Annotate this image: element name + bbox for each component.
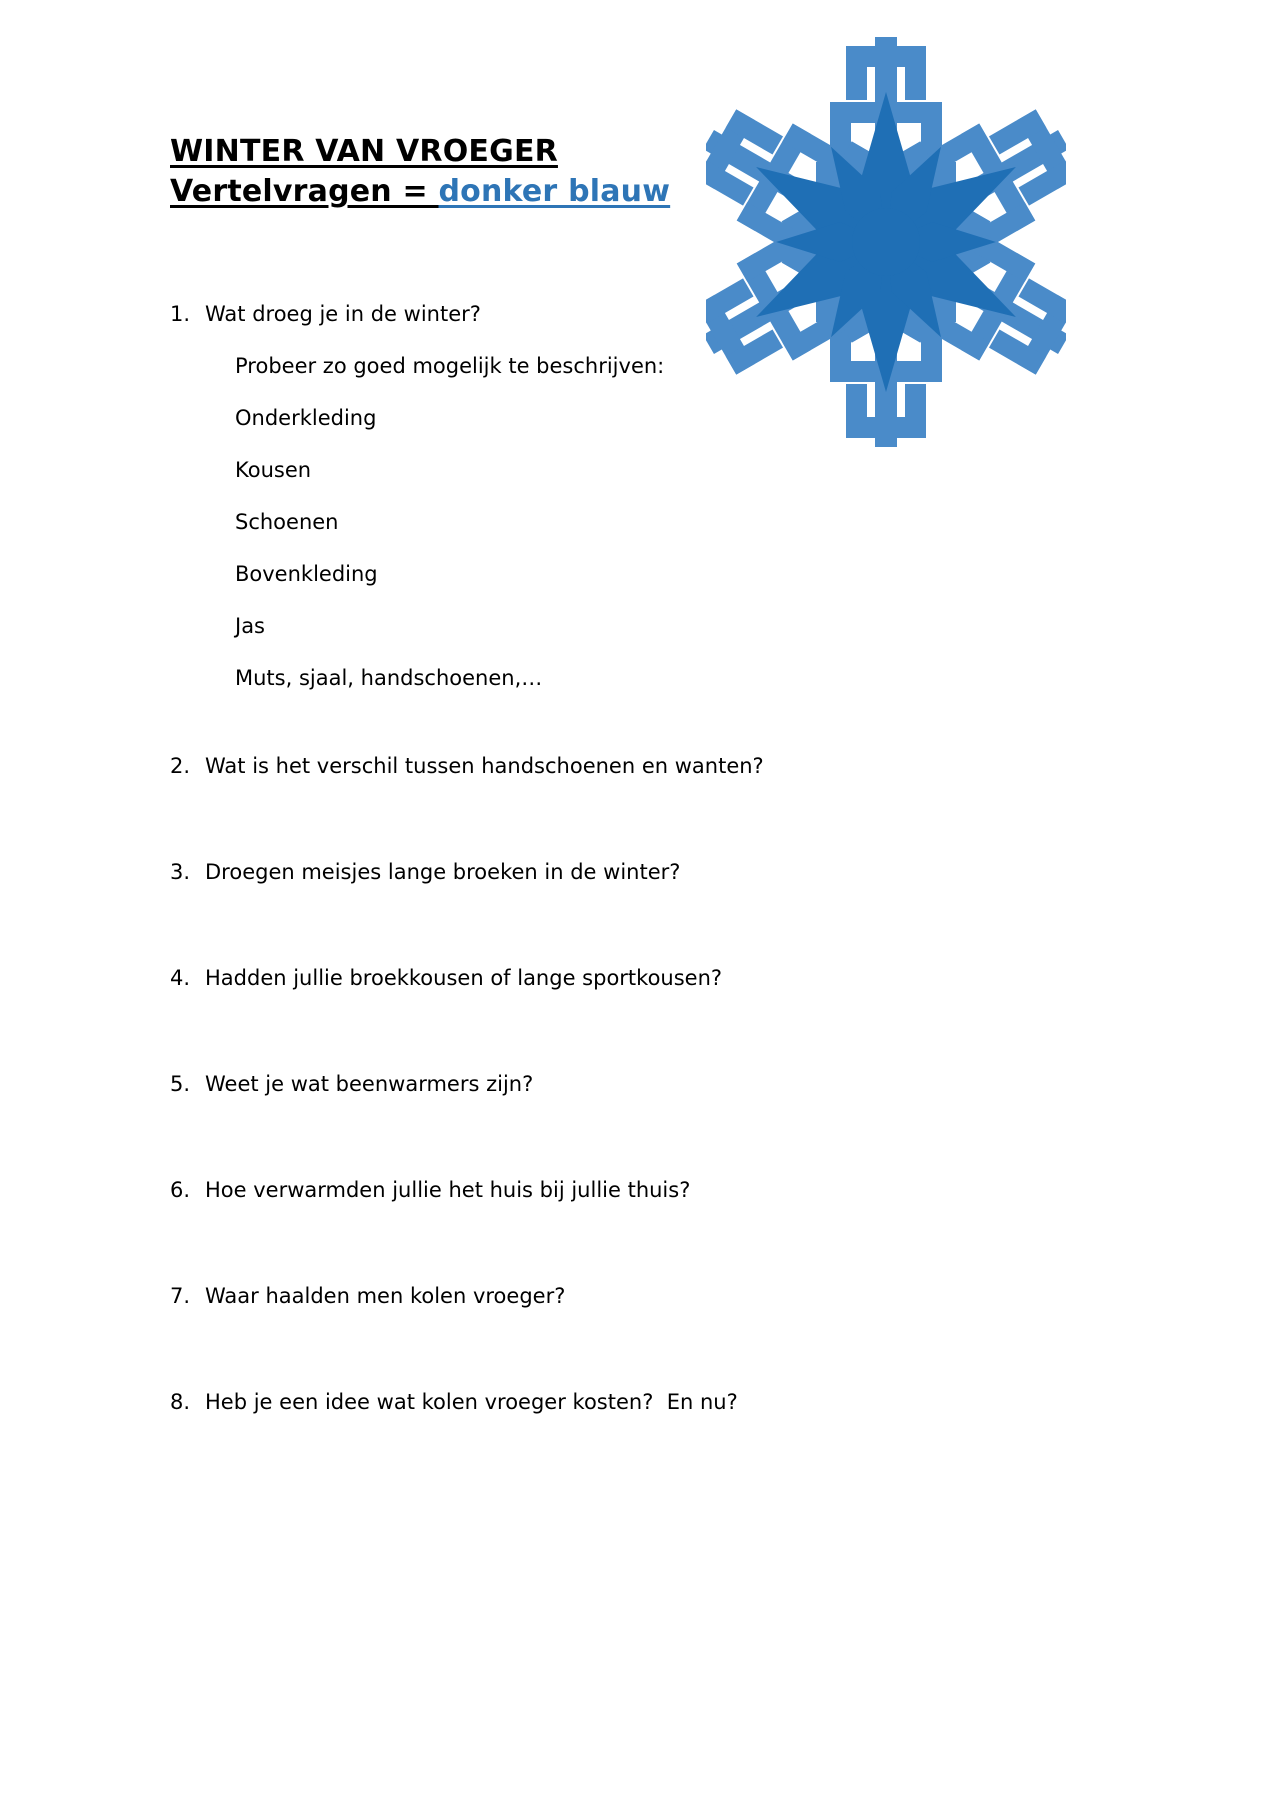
question-item [170, 1176, 1070, 1204]
question-item [170, 1388, 1070, 1416]
question-text: Wat is het verschil tussen handschoenen en wanten? [205, 754, 764, 778]
question-item [170, 752, 1070, 780]
question-text: Waar haalden men kolen vroeger? [205, 1284, 566, 1308]
question-number: 4. [170, 966, 191, 990]
question-text: Weet je wat beenwarmers zijn? [205, 1072, 534, 1096]
question-number: 6. [170, 1178, 191, 1202]
question-number: 7. [170, 1284, 191, 1308]
question-text: Heb je een idee wat kolen vroeger kosten? En nu? [205, 1390, 738, 1414]
question-item [170, 1282, 1070, 1310]
sublist-item: Onderkleding [235, 406, 377, 430]
question-number: 1. [170, 302, 191, 326]
question-list [170, 300, 1070, 1416]
question-number: 3. [170, 860, 191, 884]
question-item [170, 300, 1070, 692]
document-heading [170, 132, 810, 212]
question-item [170, 964, 1070, 992]
question-number: 5. [170, 1072, 191, 1096]
question-sublist [205, 352, 1070, 692]
question-number: 8. [170, 1390, 191, 1414]
sublist-item: Kousen [235, 458, 312, 482]
sublist-item: Probeer zo goed mogelijk te beschrijven: [235, 354, 665, 378]
sublist-item: Jas [235, 614, 266, 638]
question-text: Droegen meisjes lange broeken in de winter? [205, 860, 681, 884]
page-title-line [170, 132, 810, 172]
question-item [170, 858, 1070, 886]
page-subtitle-line [170, 172, 810, 212]
sublist-item: Bovenkleding [235, 562, 378, 586]
question-item [170, 1070, 1070, 1098]
page-subtitle-black: Vertelvragen = [170, 174, 439, 209]
page-subtitle-blue: donker blauw [438, 174, 671, 209]
question-number: 2. [170, 754, 191, 778]
sublist-item: Schoenen [235, 510, 339, 534]
question-text: Hadden jullie broekkousen of lange sportkousen? [205, 966, 723, 990]
question-text: Wat droeg je in de winter? [205, 302, 481, 326]
page-title: WINTER VAN VROEGER [170, 134, 558, 169]
question-text: Hoe verwarmden jullie het huis bij jullie thuis? [205, 1178, 691, 1202]
sublist-item: Muts, sjaal, handschoenen,… [235, 666, 543, 690]
